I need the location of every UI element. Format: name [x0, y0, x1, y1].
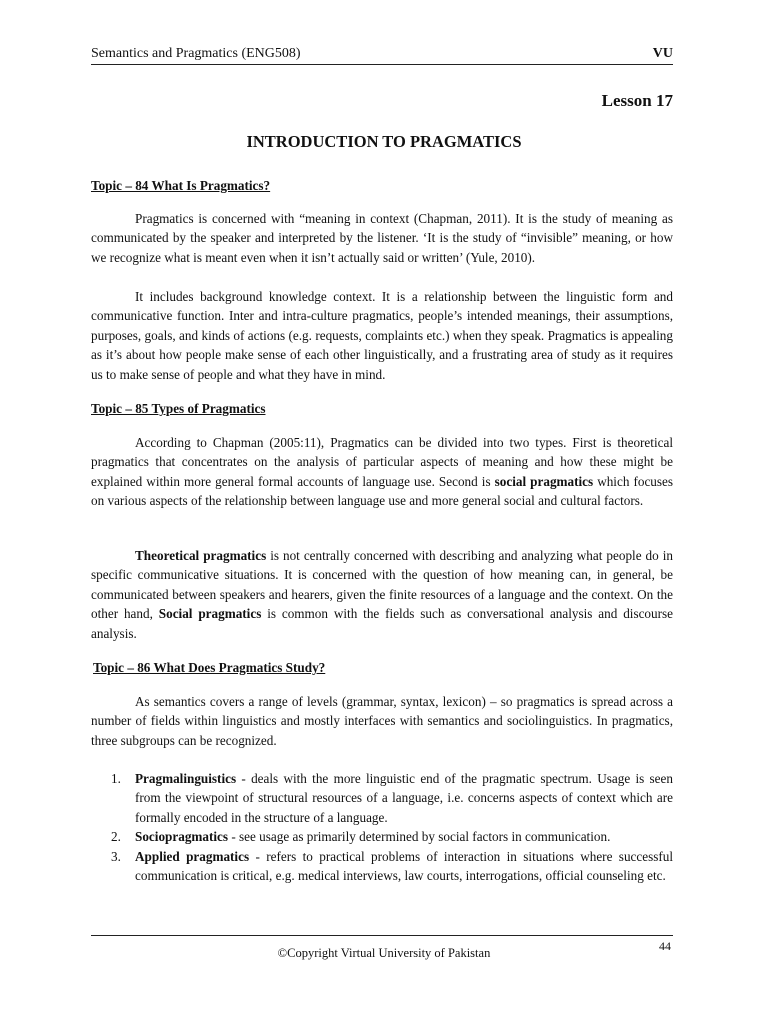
- page-number: 44: [659, 939, 671, 953]
- subgroups-list: [91, 769, 673, 885]
- list-text: - refers to practical problems of interaction in situations where successful communication is critical, e.g. medical interviews, law courts, interrogations, official counseling etc.: [135, 848, 674, 884]
- list-text: - deals with the more linguistic end of the pragmatic spectrum. Usage is seen from the viewpoint of structural resources of a language, i.e. concerns aspects of context which are formally encoded in the structure of a language.: [135, 771, 673, 825]
- topic-85-paragraph-2-text-b: is common with the fields such as conversational analysis and discourse analysis.: [91, 606, 673, 641]
- institution-label: VU: [652, 46, 673, 61]
- footer-divider: [91, 935, 673, 936]
- social-pragmatics-term-2: Social pragmatics: [158, 606, 262, 622]
- topic-85-paragraph-1-text-b: which focuses on various aspects of the relationship between language use and more general social and cultural factors.: [91, 473, 674, 509]
- course-title: Semantics and Pragmatics (ENG508): [91, 46, 301, 61]
- topic-85-heading: Topic – 85 Types of Pragmatics: [91, 401, 266, 416]
- list-term: Sociopragmatics: [135, 829, 229, 845]
- topic-85-paragraph-2: [91, 546, 673, 643]
- social-pragmatics-term: social pragmatics: [494, 473, 594, 489]
- topic-85-paragraph-2-text-a: is not centrally concerned with describing and analyzing what people do in specific communicative situations. It is concerned with the question of how meaning can, in general, be communicated between speakers and hearers, given the finite resources of a language and the context. On the other hand,: [91, 548, 673, 622]
- topic-84-paragraph-2: It includes background knowledge context. It is a relationship between the linguistic form and communicative function. Inter and intra-culture pragmatics, people’s intended meanings, their assumptions, purposes, goals, and kinds of actions (e.g. requests, complaints etc.) when they speak. Pragmatics is appealing as it’s about how people make sense of each other linguistically, and a frustrating area of study as it requires us to make sense of people and what they have in mind.: [91, 289, 673, 382]
- topic-86-paragraph-1: As semantics covers a range of levels (grammar, syntax, lexicon) – so pragmatics is spread across a number of fields within linguistics and mostly interfaces with semantics and sociolinguistics. In pragmatics, three subgroups can be recognized.: [91, 694, 673, 748]
- list-item: [91, 847, 673, 886]
- list-item: [91, 769, 673, 827]
- topic-85-paragraph-1: [91, 433, 673, 511]
- list-term: Applied pragmatics: [135, 848, 250, 864]
- topic-86-heading: Topic – 86 What Does Pragmatics Study?: [93, 660, 326, 675]
- topic-84-heading: Topic – 84 What Is Pragmatics?: [91, 178, 271, 193]
- lesson-number: Lesson 17: [601, 91, 673, 110]
- topic-85-paragraph-1-text-a: According to Chapman (2005:11), Pragmatics can be divided into two types. First is theoretical pragmatics that concentrates on the analysis of particular aspects of meaning and how these might be explained within more general formal accounts of language use. Second is: [91, 435, 673, 489]
- list-item: [91, 827, 673, 846]
- copyright-notice: ©Copyright Virtual University of Pakistan: [277, 946, 491, 960]
- topic-84-paragraph-1: Pragmatics is concerned with “meaning in context (Chapman, 2011). It is the study of meaning as communicated by the speaker and interpreted by the listener. ‘It is the study of “invisible” meaning, or how we recognize what is meant even when it isn’t actually said or written’ (Yule, 2010).: [91, 211, 673, 265]
- page-title: INTRODUCTION TO PRAGMATICS: [246, 132, 522, 151]
- theoretical-pragmatics-term: Theoretical pragmatics: [135, 548, 267, 563]
- list-text: - see usage as primarily determined by social factors in communication.: [228, 829, 611, 845]
- list-number: 2.: [111, 829, 121, 845]
- list-number: 1.: [111, 771, 121, 786]
- page-header: [91, 46, 673, 65]
- list-number: 3.: [111, 848, 121, 864]
- list-term: Pragmalinguistics: [135, 771, 237, 786]
